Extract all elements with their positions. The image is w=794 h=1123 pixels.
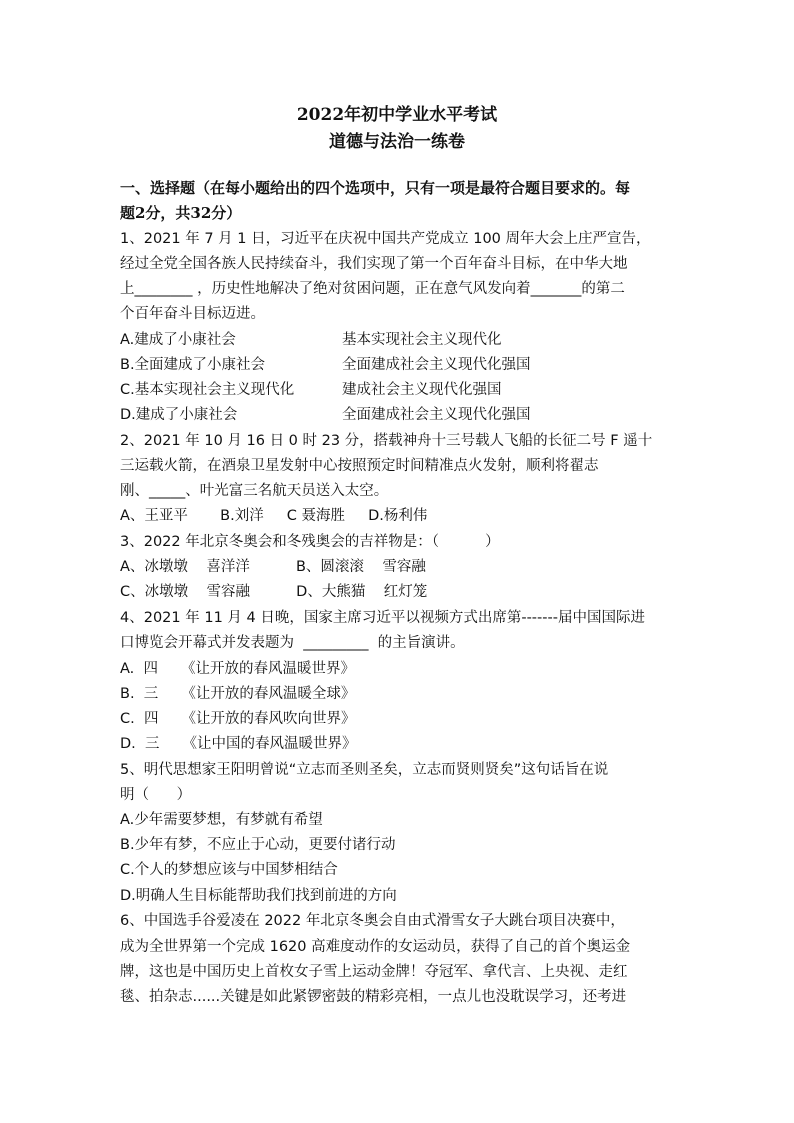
q1-option-c-right: 建成社会主义现代化强国 <box>342 382 502 398</box>
q5-option-d: D.明确人生目标能帮助我们找到前进的方向 <box>120 888 397 904</box>
q1-stem-line-4: 个百年奋斗目标迈进。 <box>120 306 265 322</box>
section-heading-line-1: 一、选择题（在每小题给出的四个选项中，只有一项是最符合题目要求的。每 <box>120 179 631 197</box>
q5-option-b: B.少年有梦，不应止于心动，更要付诸行动 <box>120 837 396 853</box>
q4-option-c: C. 四 《让开放的春风吹向世界》 <box>120 711 356 727</box>
exam-title: 2022年初中学业水平考试 <box>296 105 498 125</box>
q5-option-a: A.少年需要梦想，有梦就有希望 <box>120 812 323 828</box>
q4-option-a: A. 四 《让开放的春风温暖世界》 <box>120 661 356 677</box>
q4-stem-line-2: 口博览会开幕式并发表题为 _________ 的主旨演讲。 <box>120 635 465 651</box>
section-heading-line-2: 题2分，共32分） <box>120 204 242 222</box>
q6-stem-line-1: 6、中国选手谷爱凌在 2022 年北京冬奥会自由式滑雪女子大跳台项目决赛中， <box>120 913 625 929</box>
q3-stem: 3、2022 年北京冬奥会和冬残奥会的吉祥物是：（ ） <box>120 534 500 550</box>
q1-option-b-right: 全面建成社会主义现代化强国 <box>342 357 531 373</box>
q1-option-c <box>120 380 502 400</box>
q4-option-b: B. 三 《让开放的春风温暖全球》 <box>120 686 356 702</box>
q2-stem-line-2: 三运载火箭，在酒泉卫星发射中心按照预定时间精准点火发射，顺利将翟志 <box>120 458 599 474</box>
q2-options: A、王亚平 B.刘洋 C 聂海胜 D.杨利伟 <box>120 508 428 524</box>
q3-options-line-2: C、冰墩墩 雪容融 D、大熊猫 红灯笼 <box>120 584 428 600</box>
q5-stem-line-2: 明（ ） <box>120 787 192 803</box>
q6-stem-line-2: 成为全世界第一个完成 1620 高难度动作的女运动员，获得了自己的首个奥运金 <box>120 939 631 955</box>
q1-option-d-right: 全面建成社会主义现代化强国 <box>342 407 531 423</box>
q3-options-line-1: A、冰墩墩 喜洋洋 B、圆滚滚 雪容融 <box>120 559 426 575</box>
q1-option-a-left: A.建成了小康社会 <box>120 332 236 348</box>
q1-option-b-left: B.全面建成了小康社会 <box>120 357 266 373</box>
q1-option-d-left: D.建成了小康社会 <box>120 407 238 423</box>
q6-stem-line-3: 牌，这也是中国历史上首枚女子雪上运动金牌！夺冠军、拿代言、上央视、走红 <box>120 964 628 980</box>
q1-option-c-left: C.基本实现社会主义现代化 <box>120 382 295 398</box>
q2-stem-line-3: 刚、_____、叶光富三名航天员送入太空。 <box>120 483 389 499</box>
exam-subtitle: 道德与法治一练卷 <box>329 132 465 152</box>
q6-stem-line-4: 毯、拍杂志......关键是如此紧锣密鼓的精彩亮相，一点儿也没耽误学习，还考进 <box>120 989 627 1005</box>
q1-option-d <box>120 405 531 425</box>
q4-option-d: D. 三 《让中国的春风温暖世界》 <box>120 736 357 752</box>
q1-option-a-right: 基本实现社会主义现代化 <box>342 332 502 348</box>
q1-option-b <box>120 355 531 375</box>
q2-stem-line-1: 2、2021 年 10 月 16 日 0 时 23 分，搭载神舟十三号载人飞船的长征二号 F 遥十 <box>120 433 653 449</box>
q1-stem-line-2: 经过全党全国各族人民持续奋斗，我们实现了第一个百年奋斗目标，在中华大地 <box>120 256 628 272</box>
q1-stem-line-1: 1、2021 年 7 月 1 日，习近平在庆祝中国共产党成立 100 周年大会上庄严宣告， <box>120 231 651 247</box>
q4-stem-line-1: 4、2021 年 11 月 4 日晚，国家主席习近平以视频方式出席第-------届中国国际进 <box>120 610 645 626</box>
q5-option-c: C.个人的梦想应该与中国梦相结合 <box>120 862 338 878</box>
q1-stem-line-3: 上________ ，历史性地解决了绝对贫困问题，正在意气风发向着_______的第二 <box>120 281 625 297</box>
q1-option-a <box>120 330 502 350</box>
q5-stem-line-1: 5、明代思想家王阳明曾说“立志而圣则圣矣，立志而贤则贤矣”这句话旨在说 <box>120 762 609 778</box>
